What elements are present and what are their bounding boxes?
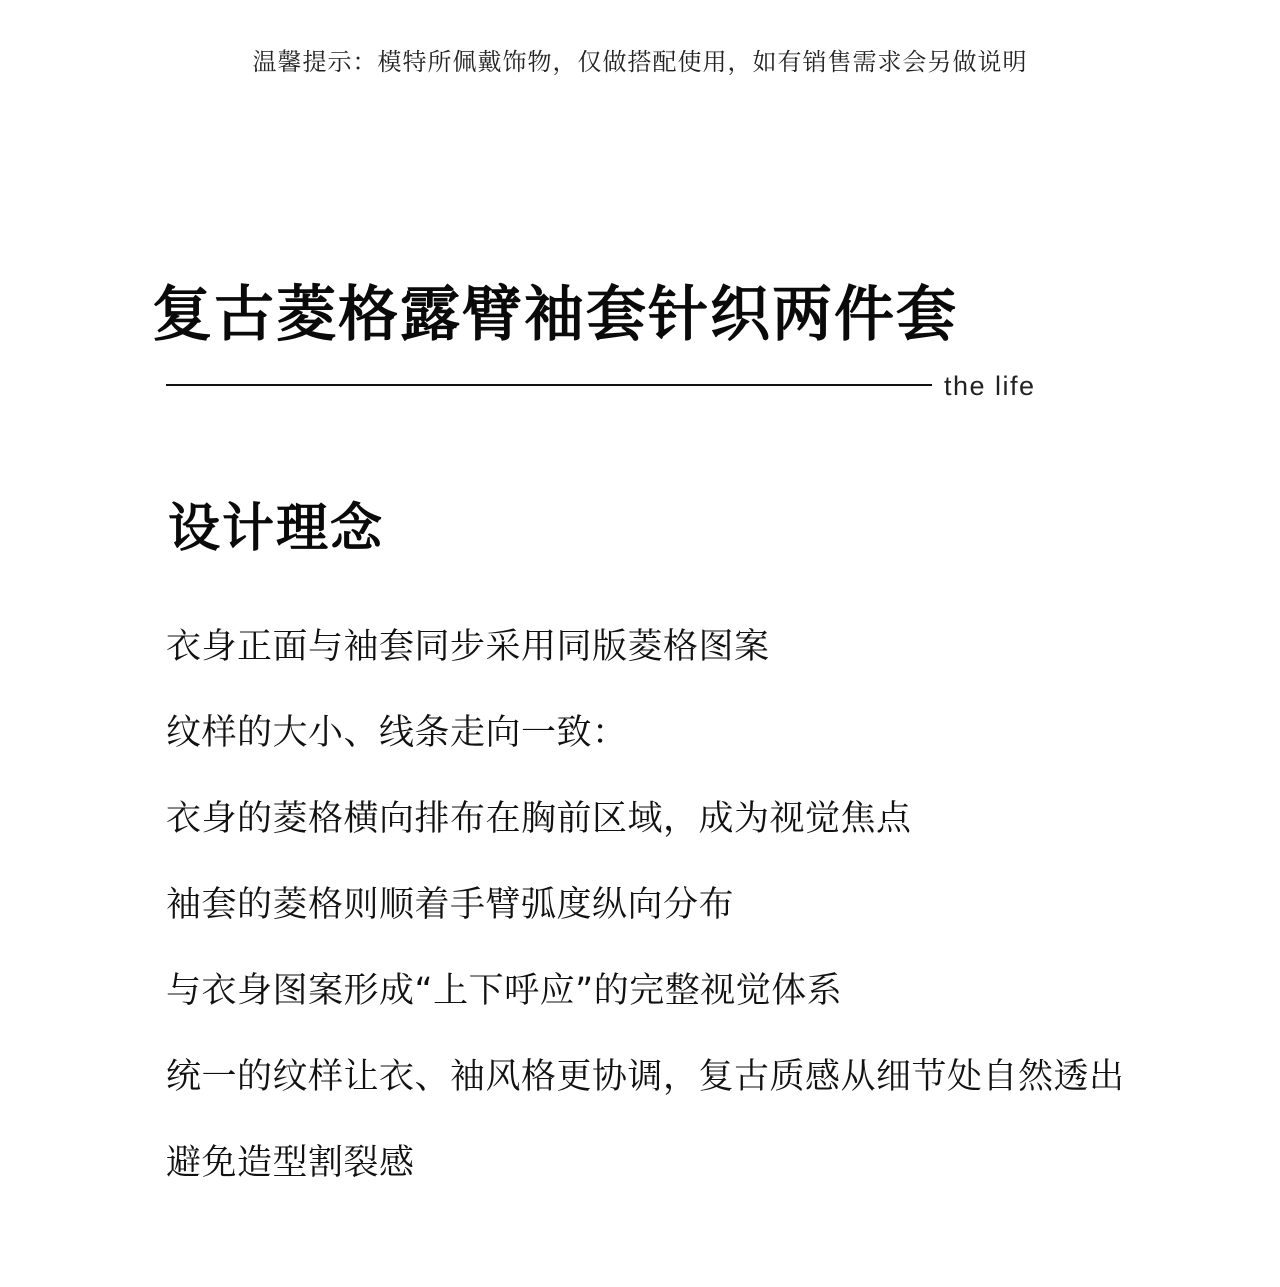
product-title: 复古菱格露臂袖套针织两件套 [152,280,958,350]
concept-line: 统一的纹样让衣、袖风格更协调，复古质感从细节处自然透出 [166,1057,1125,1097]
concept-line: 袖套的菱格则顺着手臂弧度纵向分布 [166,885,735,925]
concept-line: 与衣身图案形成“上下呼应”的完整视觉体系 [166,971,843,1011]
tagline: the life [944,371,1036,401]
title-divider [166,384,932,386]
design-concept-list [166,618,1266,1220]
concept-line: 衣身正面与袖套同步采用同版菱格图案 [166,627,770,667]
concept-line: 衣身的菱格横向排布在胸前区域，成为视觉焦点 [166,799,912,839]
concept-line: 避免造型割裂感 [166,1143,415,1183]
section-heading-design-concept: 设计理念 [168,499,385,559]
concept-line: 纹样的大小、线条走向一致： [166,713,628,753]
warm-tip-notice: 温馨提示：模特所佩戴饰物，仅做搭配使用，如有销售需求会另做说明 [252,48,1028,76]
